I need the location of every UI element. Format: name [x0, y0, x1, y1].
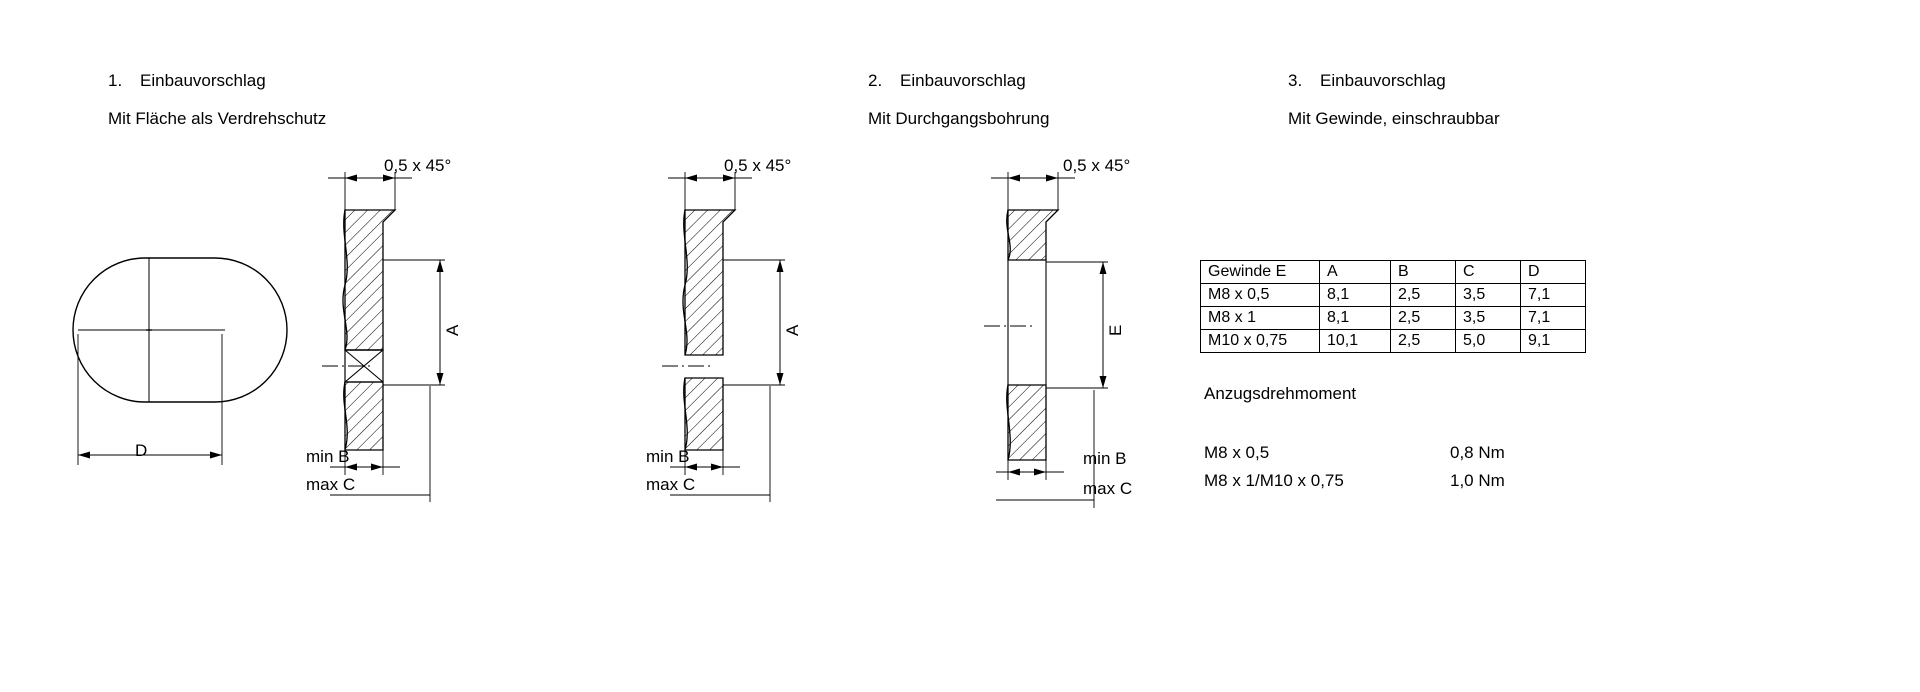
proposal-2-title: Einbauvorschlag — [900, 71, 1026, 90]
table-cell: 8,1 — [1320, 284, 1391, 307]
table-cell: 5,0 — [1456, 330, 1521, 353]
dim-label-D: D — [135, 441, 148, 460]
torque-row-1-label: M8 x 0,5 — [1204, 443, 1270, 462]
proposal-2-subtitle: Mit Durchgangsbohrung — [868, 109, 1050, 128]
table-cell: 2,5 — [1391, 307, 1456, 330]
dim-label-A-1: A — [443, 324, 462, 336]
proposal-3-number: 3. — [1288, 71, 1303, 90]
torque-title: Anzugsdrehmoment — [1204, 384, 1357, 403]
table-cell: 10,1 — [1320, 330, 1391, 353]
proposal-1-number: 1. — [108, 71, 123, 90]
thread-spec-table — [1200, 260, 1586, 353]
table-row — [1201, 330, 1586, 353]
dim-label-A-2: A — [783, 324, 802, 336]
torque-row-2-value: 1,0 Nm — [1450, 471, 1505, 490]
table-cell: 2,5 — [1391, 284, 1456, 307]
chamfer-label-3: 0,5 x 45° — [1063, 156, 1131, 175]
torque-row-1-value: 0,8 Nm — [1450, 443, 1505, 462]
table-cell: 2,5 — [1391, 330, 1456, 353]
table-cell: 9,1 — [1521, 330, 1586, 353]
proposal-1-title: Einbauvorschlag — [140, 71, 266, 90]
dim-label-minB-1: min B — [306, 447, 350, 466]
table-row — [1201, 284, 1586, 307]
table-cell: M10 x 0,75 — [1201, 330, 1320, 353]
table-cell: 3,5 — [1456, 307, 1521, 330]
proposal-1-subtitle: Mit Fläche als Verdrehschutz — [108, 109, 327, 128]
torque-row-2-label: M8 x 1/M10 x 0,75 — [1204, 471, 1344, 490]
table-cell: M8 x 0,5 — [1201, 284, 1320, 307]
table-header-cell: D — [1521, 261, 1586, 284]
chamfer-label-1: 0,5 x 45° — [384, 156, 452, 175]
table-cell: 8,1 — [1320, 307, 1391, 330]
chamfer-label-2: 0,5 x 45° — [724, 156, 792, 175]
dim-label-minB-3: min B — [1083, 449, 1127, 468]
proposal-2-number: 2. — [868, 71, 883, 90]
table-cell: M8 x 1 — [1201, 307, 1320, 330]
table-header-row — [1201, 261, 1586, 284]
proposal-3-subtitle: Mit Gewinde, einschraubbar — [1288, 109, 1500, 128]
table-cell: 3,5 — [1456, 284, 1521, 307]
table-header-cell: C — [1456, 261, 1521, 284]
proposal-3-title: Einbauvorschlag — [1320, 71, 1446, 90]
table-header-cell: Gewinde E — [1201, 261, 1320, 284]
dim-label-minB-2: min B — [646, 447, 690, 466]
dim-label-maxC-2: max C — [646, 475, 696, 494]
table-cell: 7,1 — [1521, 307, 1586, 330]
dim-label-E-3: E — [1106, 324, 1125, 336]
table-header-cell: B — [1391, 261, 1456, 284]
table-row — [1201, 307, 1586, 330]
table-cell: 7,1 — [1521, 284, 1586, 307]
dim-label-maxC-1: max C — [306, 475, 356, 494]
dim-label-maxC-3: max C — [1083, 479, 1133, 498]
front-view-circle-with-flat — [70, 250, 300, 530]
table-header-cell: A — [1320, 261, 1391, 284]
